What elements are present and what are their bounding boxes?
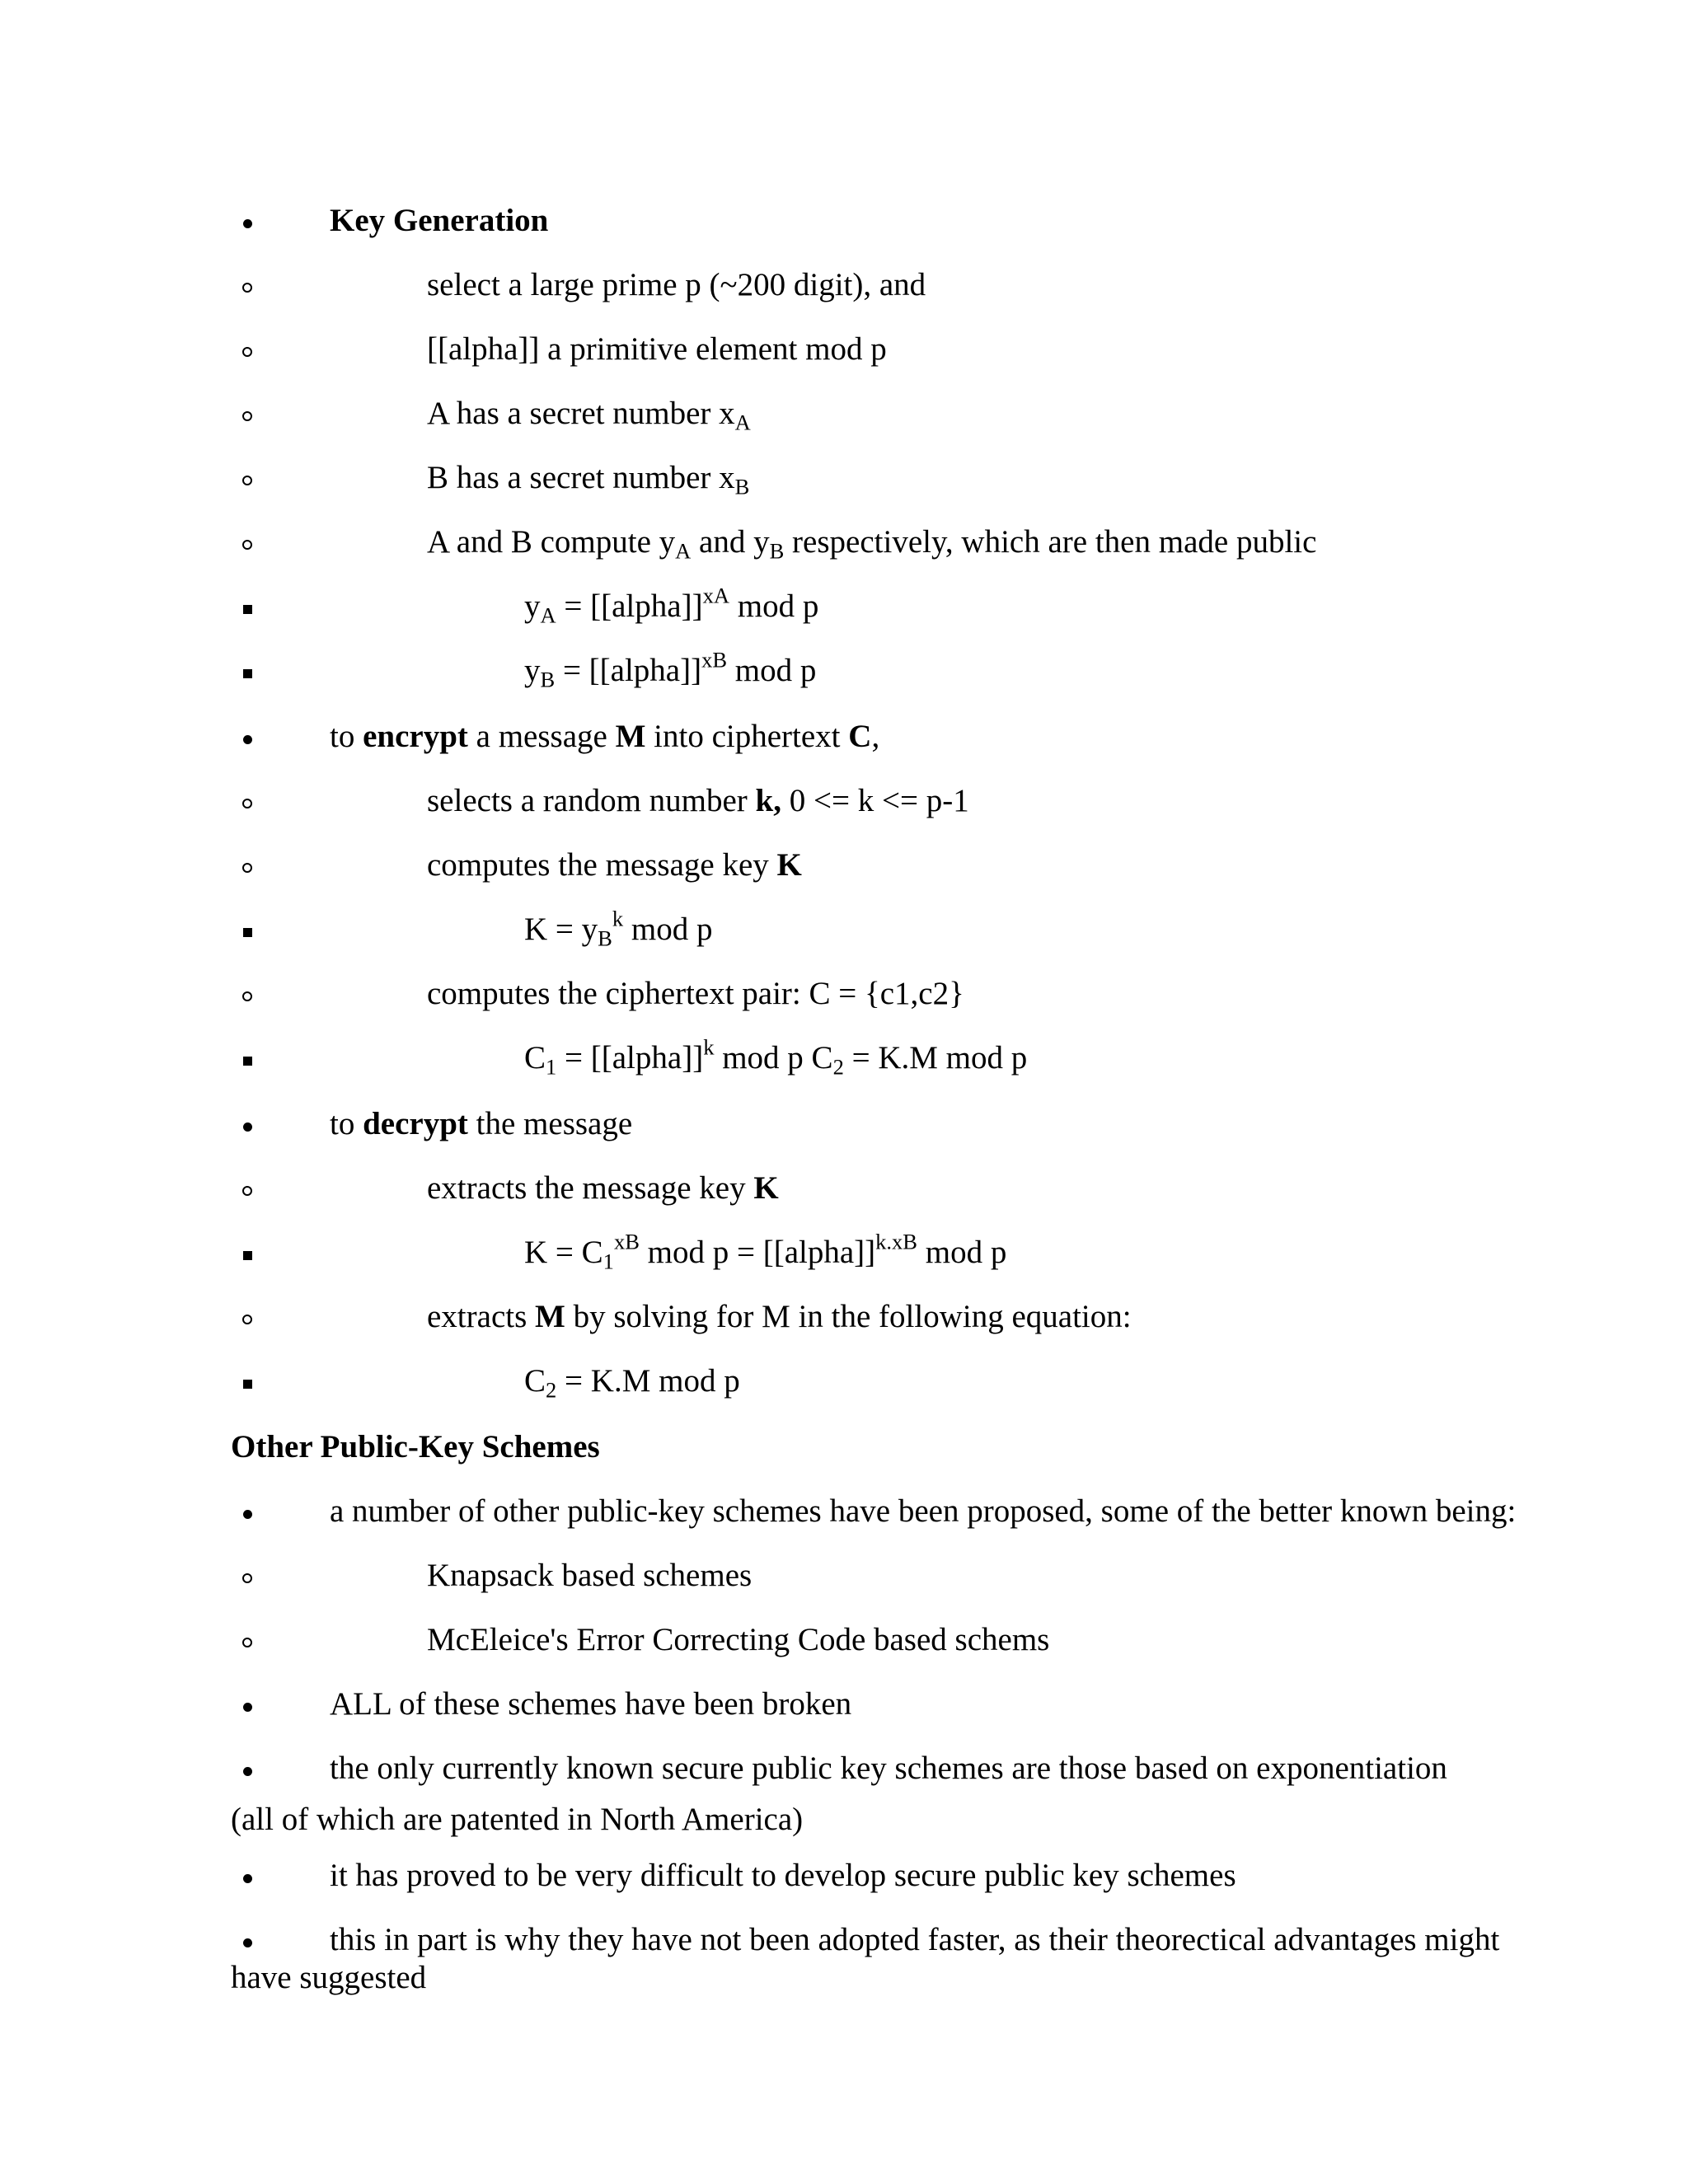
circle-bullet-icon [239,969,256,1019]
list-item [0,1228,1688,1277]
list-item [0,1615,1688,1665]
list-item-text: McEleice's Error Correcting Code based schems [427,1622,1050,1657]
list-item-text: have suggested [231,1960,427,1995]
circle-bullet-icon [239,1164,256,1213]
list-item [0,1099,1688,1149]
list-item-continuation [0,1795,1688,1844]
list-item [0,582,1688,631]
bullet-icon [239,1744,256,1793]
list-item [0,325,1688,374]
list-item-text: (all of which are patented in North America) [231,1802,804,1837]
section-title-key-generation: Key Generation [330,203,549,238]
list-item [0,969,1688,1019]
bullet-icon [239,1099,256,1149]
list-item [0,196,1688,246]
list-item [0,1164,1688,1213]
heading-line [0,1422,1688,1472]
circle-bullet-icon [239,260,256,310]
circle-bullet-icon [239,776,256,826]
square-bullet-icon [239,646,256,696]
bullet-icon [239,1680,256,1729]
list-item [0,453,1688,503]
equation: $C_1$ = [[alpha]]$^k$ mod p $C_2 = K.M$ mod p [524,1034,1028,1080]
list-item-continuation [0,1953,1688,2003]
equation: $K = C_1^{xB}$ mod p = [[alpha]]$^{k.xB}$ mod p [524,1229,1007,1274]
list-item-text: a number of other public-key schemes have been proposed, some of the better known being: [330,1493,1517,1529]
square-bullet-icon [239,582,256,631]
square-bullet-icon [239,1033,256,1083]
list-item-text: it has proved to be very difficult to develop secure public key schemes [330,1858,1236,1893]
square-bullet-icon [239,1357,256,1406]
list-item [0,1033,1688,1083]
list-item [0,260,1688,310]
list-item [0,776,1688,826]
list-item-text: to decrypt the message [330,1106,633,1141]
equation: $y_B$ = [[alpha]]$^{xB}$ mod p [524,647,817,692]
bullet-icon [239,712,256,762]
circle-bullet-icon [239,453,256,503]
list-item [0,1551,1688,1601]
circle-bullet-icon [239,1615,256,1665]
list-item-text: computes the ciphertext pair: C = {c1,c2} [427,976,964,1011]
list-item-text: A and B compute $y_A$ and $y_B$ respectively, which are then made public [427,524,1317,564]
list-item-text: extracts M by solving for M in the following equation: [427,1299,1132,1334]
equation: $K = y_B^k$ mod p [524,906,713,951]
bullet-icon [239,1487,256,1536]
list-item-text: this in part is why they have not been adopted faster, as their theorectical advantages might [330,1922,1500,1957]
list-item [0,841,1688,890]
list-item [0,1744,1688,1793]
list-item [0,1851,1688,1900]
list-item [0,518,1688,567]
section-heading: Other Public-Key Schemes [231,1429,600,1465]
equation: $C_2 = K.M$ mod p [524,1363,740,1403]
bullet-icon [239,1851,256,1900]
circle-bullet-icon [239,1292,256,1342]
list-item [0,1292,1688,1342]
circle-bullet-icon [239,389,256,438]
list-item [0,1487,1688,1536]
square-bullet-icon [239,905,256,954]
list-item-text: computes the message key K [427,847,802,883]
equation: $y_A$ = [[alpha]]$^{xA}$ mod p [524,583,819,628]
list-item-text: to encrypt a message M into ciphertext C, [330,719,880,754]
list-item-text: B has a secret number $x_B$ [427,460,750,499]
list-item-text: Knapsack based schemes [427,1558,753,1593]
list-item-text: A has a secret number $x_A$ [427,396,751,435]
list-item-text: ALL of these schemes have been broken [330,1686,852,1722]
list-item-text: extracts the message key K [427,1170,779,1206]
list-item-text: selects a random number k, 0 <= k <= p-1 [427,783,969,818]
circle-bullet-icon [239,1551,256,1601]
list-item-text: the only currently known secure public key schemes are those based on exponentiation [330,1750,1447,1786]
square-bullet-icon [239,1228,256,1277]
list-item [0,389,1688,438]
list-item [0,1357,1688,1406]
list-item [0,646,1688,696]
circle-bullet-icon [239,325,256,374]
bullet-icon [239,196,256,246]
list-item-text: [[alpha]] a primitive element mod p [427,331,887,367]
list-item-text: select a large prime p (~200 digit), and [427,267,926,302]
list-item [0,712,1688,762]
list-item [0,1680,1688,1729]
circle-bullet-icon [239,841,256,890]
circle-bullet-icon [239,518,256,567]
list-item [0,905,1688,954]
